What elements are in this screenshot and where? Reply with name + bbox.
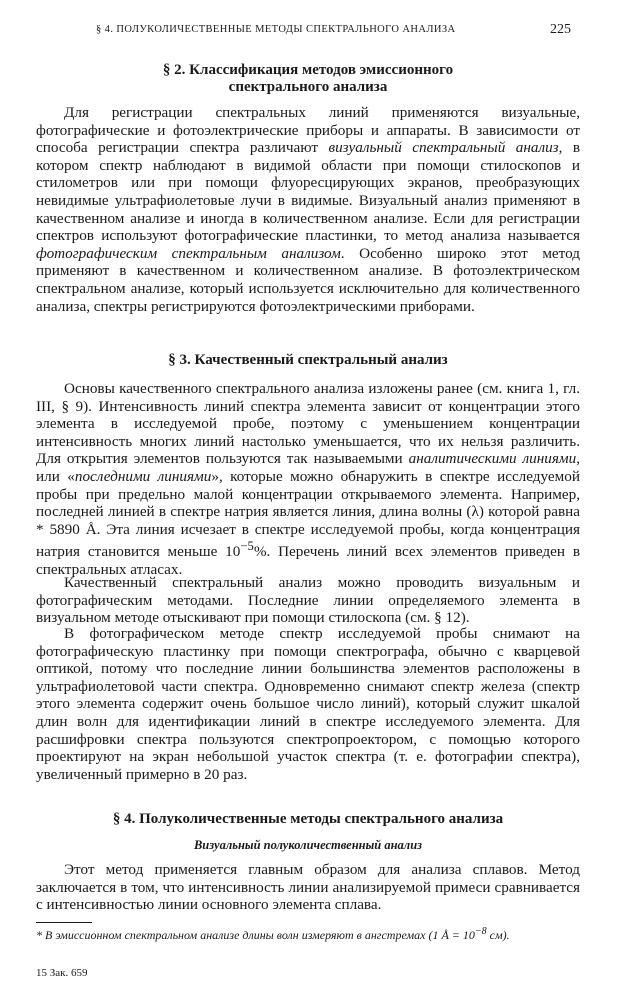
- text-run: . Особенно широко этот метод применяют в качественном и количественном анализе. В фотоэлектрическом спектральном анализе, который используется исключительно для количественного анализа, спектры регистрируются фотоэлектрическими приборами.: [36, 244, 580, 315]
- text-run: %. Перечень линий всех элементов приведен в спектральных атласах.: [36, 543, 580, 578]
- emphasis-term: визуальный спектральный анализ: [328, 139, 559, 157]
- text-run: * В эмиссионном спектральном анализе длины волн измеряют в ангстремах (1 Å = 10: [36, 928, 475, 942]
- section-4-subheading: Визуальный полуколичественный анализ: [193, 838, 423, 852]
- superscript: −8: [474, 926, 487, 937]
- section-4-paragraph: Этот метод применяется главным образом для анализа сплавов. Метод заключается в том, что интенсивность линии анализируемой примеси сравнивается с интенсивностью линии основного элемента сплава.: [36, 861, 580, 914]
- footnote: [36, 925, 580, 942]
- emphasis-term: аналитическими линиями: [408, 450, 577, 468]
- text-run: , в котором спектр наблюдают в видимой области при помощи стилоскопов и стилометров или при помощи флуоресцирующих экранов, преобразующих невидимые ультрафиолетовые лучи в видимые. Визуальный анализ применяют в качественном анализе и иногда в количественном анализе. Если для регистрации спектров используют фотографические пластинки, то метод анализа называется: [36, 139, 581, 245]
- footnote-rule: [36, 922, 92, 923]
- section-2-heading: [36, 62, 580, 96]
- print-signature: 15 Зак. 659: [36, 967, 88, 979]
- text-run: », которые можно обнаружить в спектре исследуемой пробы при предельно малой концентрации открываемого элемента. Например, последней линией в спектре натрия является линия, длина волны (λ) которой равна * 5890 Å. Эта линия исчезает в спектре исследуемой пробы, когда концентрация натрия становится меньше 10: [36, 467, 580, 561]
- section-3-paragraph-1: [36, 380, 580, 579]
- section-3-paragraph-3: В фотографическом методе спектр исследуемой пробы снимают на фотографическую пластинку при помощи спектрографа, обычно с кварцевой оптикой, потому что последние линии большинства элементов расположены в ультрафиолетовой части спектра. Одновременно снимают спектр железа (спектр этого элемента содержит очень большое число линий), который служит шкалой длин волн для идентификации линий в спектре исследуемого элемента. Для расшифровки спектра пользуются спектропроектором, с помощью которого проектируют на экран небольшой участок спектра (т. е. фотографии спектра), увеличенный примерно в 20 раз.: [36, 625, 580, 783]
- section-3-paragraph-2: Качественный спектральный анализ можно проводить визуальным и фотографическим методами. Последние линии определяемого элемента в визуальном методе отыскивают при помощи стилоскопа (см. § 12).: [36, 574, 580, 627]
- page-number: 225: [550, 22, 571, 37]
- section-2-heading-line2: спектрального анализа: [228, 79, 388, 95]
- emphasis-term: фотографическим спектральным анализом: [36, 244, 341, 262]
- text-run: , или «: [36, 450, 580, 485]
- text-run: Основы качественного спектрального анализа изложены ранее (см. книга 1, гл. III, § 9). Интенсивность линий спектра элемента зависит от концентрации этого элемента в исследуемой пробе, поэтому с уменьшением концентрации интенсивность многих линий настолько уменьшается, что их нельзя различить. Для открытия элементов пользуются так называемыми: [36, 380, 580, 468]
- emphasis-term: последними линиями: [74, 467, 212, 485]
- section-4-heading: § 4. Полуколичественные методы спектрального анализа: [112, 811, 504, 827]
- running-head: § 4. ПОЛУКОЛИЧЕСТВЕННЫЕ МЕТОДЫ СПЕКТРАЛЬНОГО АНАЛИЗА: [96, 24, 456, 35]
- superscript: −5: [240, 539, 254, 554]
- text-run: Для регистрации спектральных линий применяются визуальные, фотографические и фотоэлектрические приборы и аппараты. В зависимости от способа регистрации спектра различают: [36, 104, 580, 157]
- text-run: см).: [486, 928, 510, 942]
- section-2-heading-line1: § 2. Классификация методов эмиссионного: [162, 62, 454, 78]
- section-2-paragraph: [36, 104, 580, 315]
- section-3-heading: § 3. Качественный спектральный анализ: [168, 352, 448, 368]
